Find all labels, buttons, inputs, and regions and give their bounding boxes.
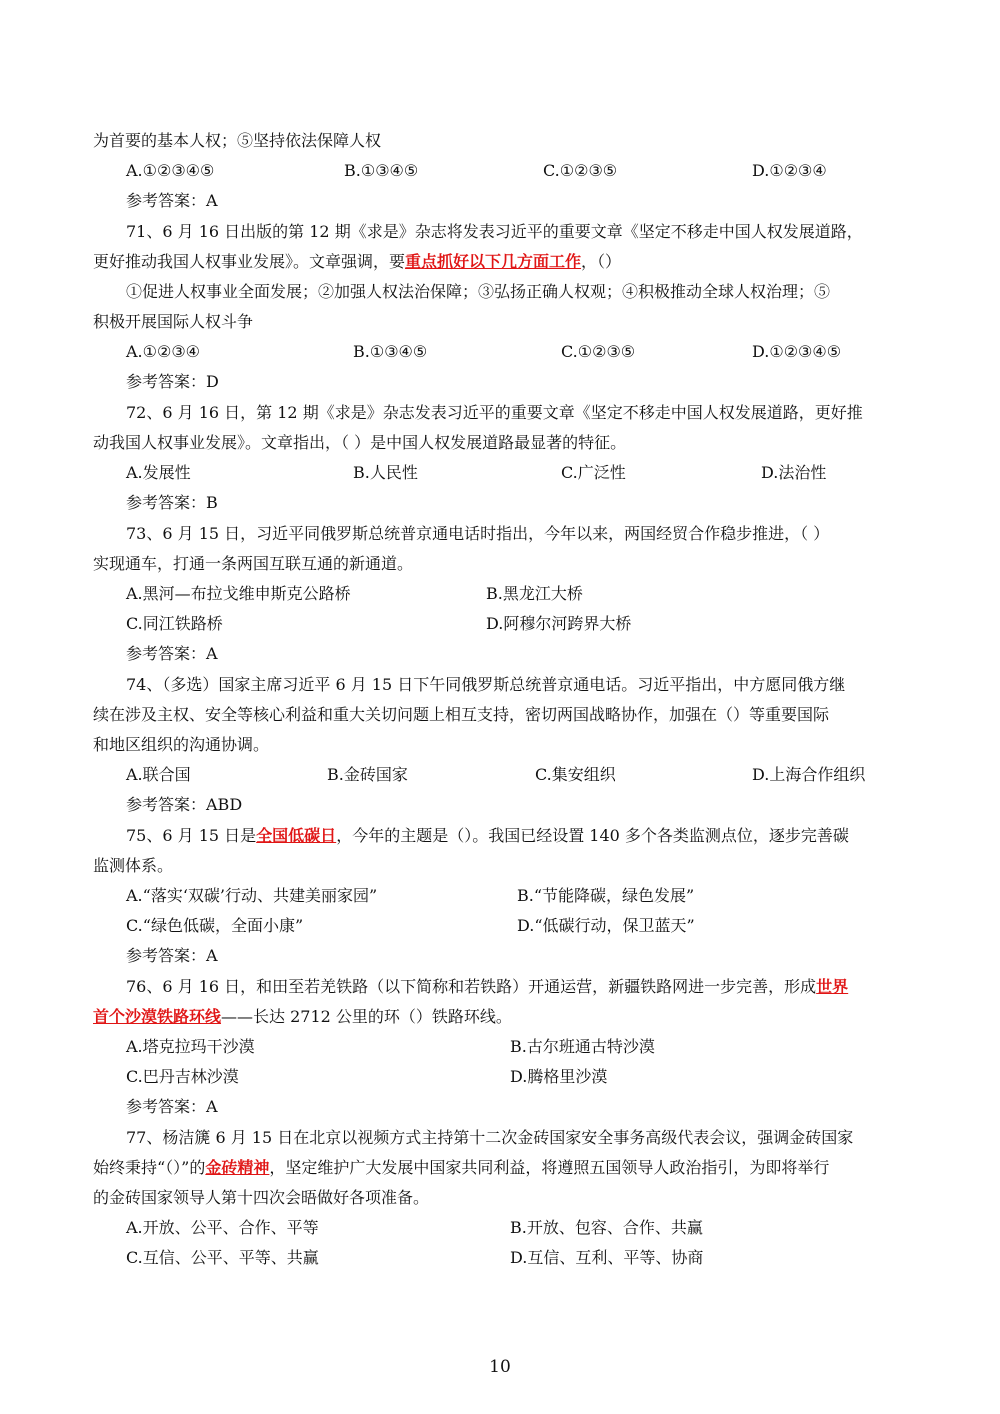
q75-highlight: 全国低碳日 xyxy=(256,826,337,845)
page-number: 10 xyxy=(489,1357,511,1377)
q74-option-d: D.上海合作组织 xyxy=(752,765,866,784)
q70-option-c: C.①②③⑤ xyxy=(543,161,618,180)
q72-answer: 参考答案：B xyxy=(126,493,218,512)
q71-option-c: C.①②③⑤ xyxy=(561,342,636,361)
q71-option-a: A.①②③④ xyxy=(126,342,201,361)
q71-line2 xyxy=(93,252,621,272)
q71-line2-post: ，（） xyxy=(581,252,622,271)
q72-line1: 72、6 月 16 日，第 12 期《求是》杂志发表习近平的重要文章《坚定不移走中国人权发展道路，更好推 xyxy=(126,403,863,422)
q75-option-c: C.“绿色低碳，全面小康” xyxy=(126,916,304,935)
q71-line4: 积极开展国际人权斗争 xyxy=(93,312,254,331)
q72-option-d: D.法治性 xyxy=(761,463,827,482)
q74-line2: 续在涉及主权、安全等核心利益和重大关切问题上相互支持，密切两国战略协作，加强在（）等重要国际 xyxy=(93,705,830,724)
q77-line2-pre: 始终秉持“（）”的 xyxy=(93,1158,206,1177)
q77-option-c: C.互信、公平、平等、共赢 xyxy=(126,1248,319,1267)
q74-option-c: C.集安组织 xyxy=(535,765,616,784)
q76-line2-post: ——长达 2712 公里的环（）铁路环线。 xyxy=(221,1007,512,1026)
q77-line2 xyxy=(93,1158,829,1178)
q71-highlight: 重点抓好以下几方面工作 xyxy=(405,252,582,271)
intro-line: 为首要的基本人权；⑤坚持依法保障人权 xyxy=(93,131,382,150)
q75-answer: 参考答案：A xyxy=(126,946,218,965)
q77-option-a: A.开放、公平、合作、平等 xyxy=(126,1218,319,1237)
q75-line1-pre: 75、6 月 15 日是 xyxy=(126,826,257,845)
q76-line1 xyxy=(126,977,848,997)
q70-option-a: A.①②③④⑤ xyxy=(126,161,215,180)
q76-highlight-1: 世界 xyxy=(816,977,849,996)
q77-line1: 77、杨洁篪 6 月 15 日在北京以视频方式主持第十二次金砖国家安全事务高级代表会议，强调金砖国家 xyxy=(126,1128,854,1147)
q74-option-a: A.联合国 xyxy=(126,765,191,784)
q70-option-d: D.①②③④ xyxy=(752,161,827,180)
q70-answer: 参考答案：A xyxy=(126,191,218,210)
q76-line2 xyxy=(93,1007,512,1027)
q77-option-d: D.互信、互利、平等、协商 xyxy=(510,1248,704,1267)
q72-option-a: A.发展性 xyxy=(126,463,191,482)
q71-option-d: D.①②③④⑤ xyxy=(752,342,842,361)
q74-line3: 和地区组织的沟通协调。 xyxy=(93,735,270,754)
q73-option-a: A.黑河—布拉戈维申斯克公路桥 xyxy=(126,584,351,603)
q77-line2-post: ，坚定维护广大发展中国家共同利益，将遵照五国领导人政治指引，为即将举行 xyxy=(269,1158,830,1177)
q74-answer: 参考答案：ABD xyxy=(126,795,243,814)
q77-line3: 的金砖国家领导人第十四次会晤做好各项准备。 xyxy=(93,1188,430,1207)
q75-option-b: B.“节能降碳，绿色发展” xyxy=(517,886,695,905)
q70-option-b: B.①③④⑤ xyxy=(344,161,419,180)
q76-option-a: A.塔克拉玛干沙漠 xyxy=(126,1037,255,1056)
q76-highlight-2: 首个沙漠铁路环线 xyxy=(93,1007,222,1026)
q75-line1 xyxy=(126,826,849,846)
q76-answer: 参考答案：A xyxy=(126,1097,218,1116)
q71-answer: 参考答案：D xyxy=(126,372,219,391)
q77-option-b: B.开放、包容、合作、共赢 xyxy=(510,1218,703,1237)
q75-line2: 监测体系。 xyxy=(93,856,174,875)
q74-line1: 74、（多选）国家主席习近平 6 月 15 日下午同俄罗斯总统普京通电话。习近平指出，中方愿同俄方继 xyxy=(126,675,846,694)
q71-line2-pre: 更好推动我国人权事业发展》。文章强调，要 xyxy=(93,252,406,271)
q76-line1-pre: 76、6 月 16 日，和田至若羌铁路（以下简称和若铁路）开通运营，新疆铁路网进一步完善，形成 xyxy=(126,977,817,996)
q73-option-c: C.同江铁路桥 xyxy=(126,614,223,633)
q76-option-c: C.巴丹吉林沙漠 xyxy=(126,1067,239,1086)
q73-option-d: D.阿穆尔河跨界大桥 xyxy=(486,614,632,633)
q76-option-d: D.腾格里沙漠 xyxy=(510,1067,608,1086)
q73-line2: 实现通车，打通一条两国互联互通的新通道。 xyxy=(93,554,414,573)
q73-answer: 参考答案：A xyxy=(126,644,218,663)
q74-option-b: B.金砖国家 xyxy=(327,765,408,784)
q75-line1-post: ，今年的主题是（）。我国已经设置 140 多个各类监测点位，逐步完善碳 xyxy=(336,826,849,845)
q72-option-b: B.人民性 xyxy=(353,463,418,482)
q71-line1: 71、6 月 16 日出版的第 12 期《求是》杂志将发表习近平的重要文章《坚定不移走中国人权发展道路， xyxy=(126,222,863,241)
q73-option-b: B.黑龙江大桥 xyxy=(486,584,583,603)
q77-highlight: 金砖精神 xyxy=(205,1158,270,1177)
q71-line3: ①促进人权事业全面发展；②加强人权法治保障；③弘扬正确人权观；④积极推动全球人权治理；⑤ xyxy=(126,282,831,301)
q72-line2: 动我国人权事业发展》。文章指出，（ ）是中国人权发展道路最显著的特征。 xyxy=(93,433,627,452)
q72-option-c: C.广泛性 xyxy=(561,463,626,482)
q73-line1: 73、6 月 15 日，习近平同俄罗斯总统普京通电话时指出，今年以来，两国经贸合作稳步推进，（ ） xyxy=(126,524,830,543)
q75-option-d: D.“低碳行动，保卫蓝天” xyxy=(517,916,695,935)
q76-option-b: B.古尔班通古特沙漠 xyxy=(510,1037,655,1056)
q71-option-b: B.①③④⑤ xyxy=(353,342,428,361)
q75-option-a: A.“落实‘双碳’行动、共建美丽家园” xyxy=(126,886,378,905)
